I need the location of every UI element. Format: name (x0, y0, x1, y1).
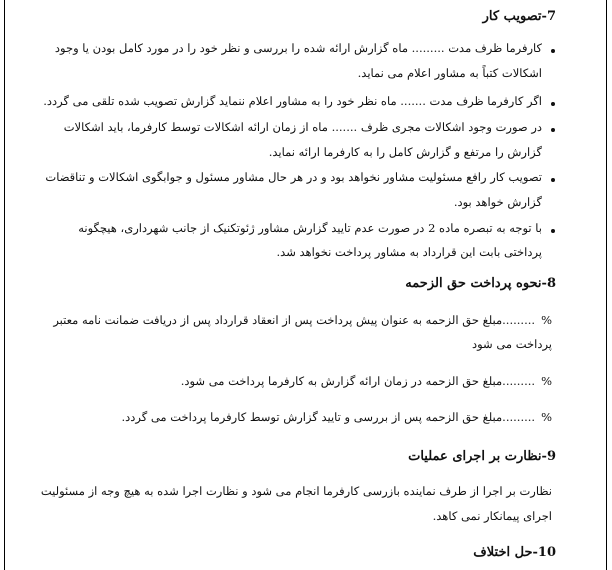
section-9-line-2: اجرای پیمانکار نمی کاهد. (432, 509, 552, 523)
section-7-bullet-3-line-1: در صورت وجود اشکالات مجری ظرف ....... ماه از زمان ارائه اشکالات توسط کارفرما، باید اشکالات (63, 120, 542, 134)
payment-item-2-text: .........مبلغ حق الزحمه در زمان ارائه گزارش به کارفرما پرداخت می شود. (180, 374, 536, 388)
payment-item-1-text: .........مبلغ حق الزحمه به عنوان پیش پرداخت پس از انعقاد قرارداد پس از دریافت ضمانت نامه معتبر (53, 313, 536, 327)
payment-item-2-line-1 (181, 374, 552, 388)
section-7-bullet-5-line-1: با توجه به تبصره ماده 2 در صورت عدم تایید گزارش مشاور ژئوتکنیک از جانب شهرداری، هیچگونه (78, 221, 542, 235)
payment-item-1-line-1 (53, 313, 552, 327)
payment-item-3-line-1 (121, 410, 552, 424)
section-7-bullet-1-line-1: کارفرما ظرف مدت ......... ماه گزارش ارائه شده را بررسی و نظر خود را در مورد کامل بودن یا وجود (54, 41, 542, 55)
section-7-bullet-5-line-2: پرداختی بابت این قرارداد به مشاور پرداخت نخواهد شد. (276, 245, 542, 259)
bullet-marker (551, 229, 555, 233)
payment-item-3-text: .........مبلغ حق الزحمه پس از بررسی و تایید گزارش توسط کارفرما پرداخت می گردد. (121, 410, 536, 424)
bullet-marker (551, 102, 555, 106)
section-10-heading: 10-حل اختلاف (473, 545, 556, 560)
bullet-marker (551, 178, 555, 182)
percent-sign: % (541, 374, 552, 388)
percent-sign: % (541, 410, 552, 424)
section-9-line-1: نظارت بر اجرا از طرف نماینده بازرسی کارفرما انجام می شود و نظارت اجرا شده به هیچ وجه از مسئولیت (40, 484, 552, 498)
section-7-bullet-4-line-2: گزارش خواهد بود. (453, 195, 542, 209)
bullet-marker (551, 128, 555, 132)
section-8-heading: 8-نحوه پرداخت حق الزحمه (405, 276, 556, 291)
section-7-bullet-3-line-2: گزارش را مرتفع و گزارش کامل را به کارفرما ارائه نماید. (268, 145, 542, 159)
section-9-heading: 9-نظارت بر اجرای عملیات (408, 449, 556, 464)
payment-item-1-line-2: پرداخت می شود (471, 337, 552, 351)
bullet-marker (551, 49, 555, 53)
section-7-heading: 7-تصویب کار (482, 9, 556, 24)
section-7-bullet-2-line-1: اگر کارفرما ظرف مدت ....... ماه نظر خود را به مشاور اعلام ننماید گزارش تصویب شده تلقی می گردد. (43, 94, 542, 108)
section-7-bullet-4-line-1: تصویب کار رافع مسئولیت مشاور نخواهد بود و در هر حال مشاور مسئول و جوابگوی اشکالات و تناقضات (45, 170, 542, 184)
section-7-bullet-1-line-2: اشکالات کتباً به مشاور اعلام می نماید. (357, 66, 542, 80)
percent-sign: % (541, 313, 552, 327)
